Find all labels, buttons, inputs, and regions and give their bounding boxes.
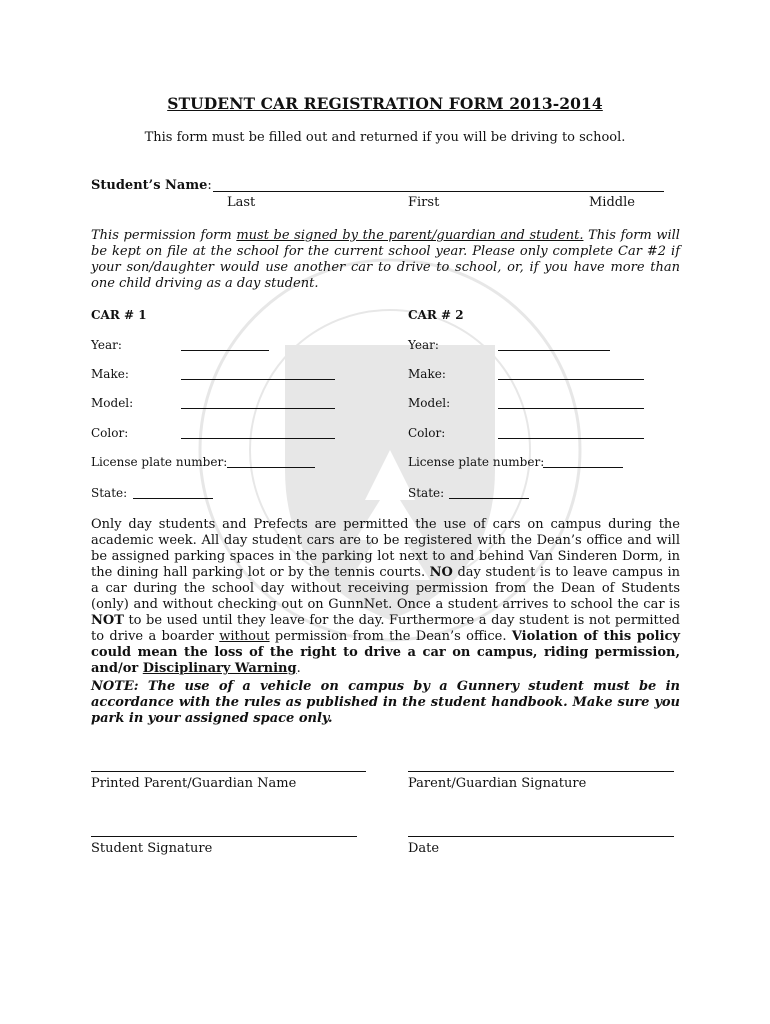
car2-heading: CAR # 2 — [408, 308, 464, 322]
parent-name-caption: Printed Parent/Guardian Name — [91, 776, 297, 791]
permission-paragraph: This permission form must be signed by the parent/guardian and student. This form will be kept on file at the school for the current school year. Please only complete Car #2 if your son/daughter would use another car to drive to school, or, if you have more than one child driving as a day student. — [91, 228, 680, 291]
car1-state-label: State: — [91, 486, 128, 500]
policy-paragraph: Only day students and Prefects are permitted the use of cars on campus during the academic week. All day student cars are to be registered with the Dean’s office and will be assigned parking spaces in the parking lot next to and behind Van Sinderen Dorm, in the dining hall parking lot or by the tennis courts. NO day student is to leave campus in a car during the school day without receiving permission from the Dean of Students (only) and without checking out on GunnNet. Once a student arrives to school the car is NOT to be used until they leave for the day. Furthermore a day student is not permitted to drive a boarder without permission from the Dean’s office. Violation of this policy could mean the loss of the right to drive a car on campus, riding permission, and/or Disciplinary Warning. — [91, 517, 680, 676]
car1-license-field[interactable] — [227, 467, 315, 468]
car1-color-label: Color: — [91, 426, 129, 440]
car2-color-field[interactable] — [498, 438, 644, 439]
car2-year-label: Year: — [408, 338, 439, 352]
car1-year-label: Year: — [91, 338, 122, 352]
car2-make-field[interactable] — [498, 379, 644, 380]
car1-model-label: Model: — [91, 396, 134, 410]
car2-license-field[interactable] — [543, 467, 623, 468]
car1-heading: CAR # 1 — [91, 308, 147, 322]
car2-state-label: State: — [408, 486, 445, 500]
first-name-caption: First — [408, 195, 440, 210]
car2-year-field[interactable] — [498, 350, 610, 351]
note-paragraph: NOTE: The use of a vehicle on campus by a Gunnery student must be in accordance with the rules as published in the student handbook. Make sure you park in your assigned space only. — [91, 679, 680, 726]
form-subtitle: This form must be filled out and returned if you will be driving to school. — [144, 130, 626, 145]
car2-color-label: Color: — [408, 426, 446, 440]
car2-model-label: Model: — [408, 396, 451, 410]
parent-signature-field[interactable] — [408, 771, 674, 772]
parent-name-field[interactable] — [91, 771, 366, 772]
form-title: STUDENT CAR REGISTRATION FORM 2013-2014 — [167, 94, 603, 113]
car1-make-field[interactable] — [181, 379, 335, 380]
student-name-label: Student’s Name: — [91, 178, 212, 193]
car2-model-field[interactable] — [498, 408, 644, 409]
car2-license-label: License plate number: — [408, 455, 545, 469]
car2-state-field[interactable] — [449, 498, 529, 499]
car1-model-field[interactable] — [181, 408, 335, 409]
parent-signature-caption: Parent/Guardian Signature — [408, 776, 587, 791]
car1-make-label: Make: — [91, 367, 129, 381]
car1-state-field[interactable] — [133, 498, 213, 499]
last-name-caption: Last — [227, 195, 256, 210]
date-field[interactable] — [408, 836, 674, 837]
student-signature-caption: Student Signature — [91, 841, 213, 856]
student-signature-field[interactable] — [91, 836, 357, 837]
car2-make-label: Make: — [408, 367, 446, 381]
car1-year-field[interactable] — [181, 350, 269, 351]
date-caption: Date — [408, 841, 440, 856]
car1-color-field[interactable] — [181, 438, 335, 439]
student-name-field[interactable] — [213, 191, 664, 192]
middle-name-caption: Middle — [589, 195, 635, 210]
car1-license-label: License plate number: — [91, 455, 228, 469]
